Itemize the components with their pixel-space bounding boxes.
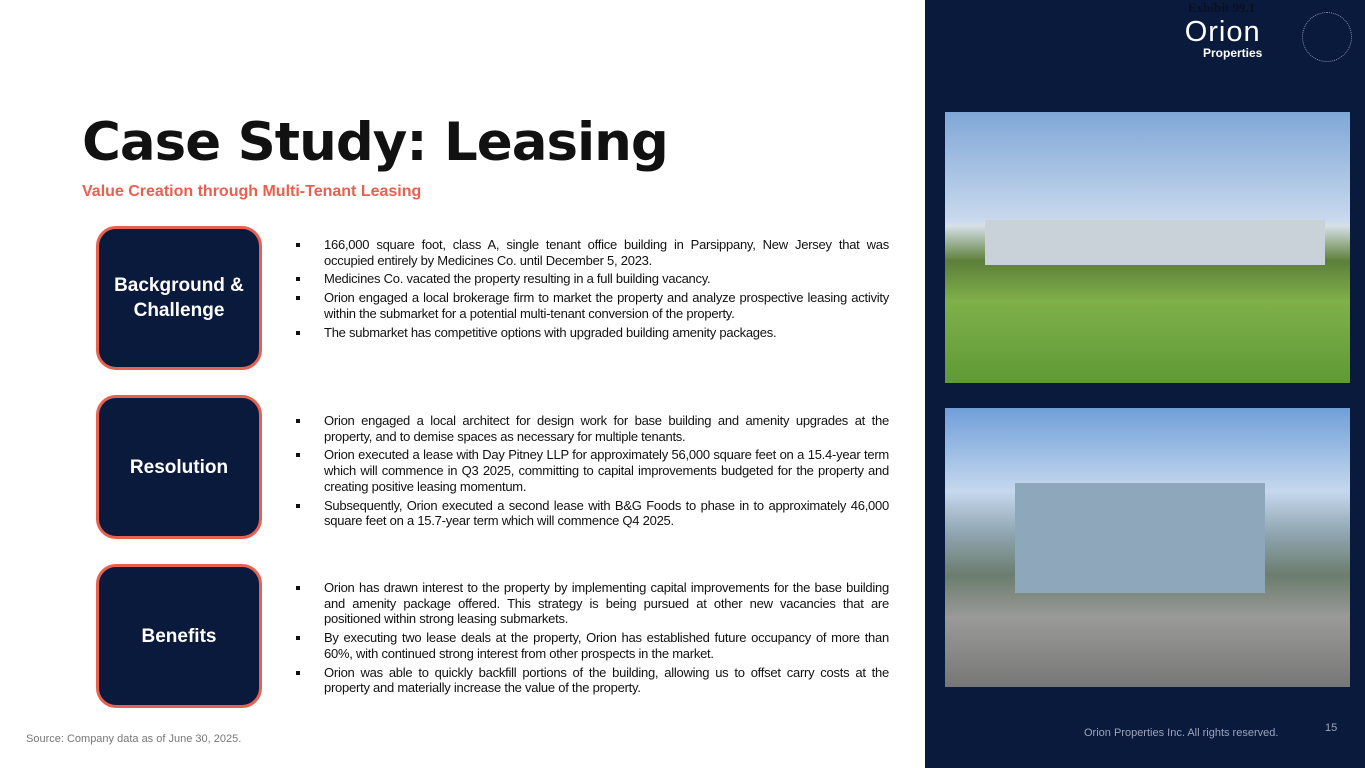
background-bullets [296,237,889,343]
bullet: The submarket has competitive options with upgraded building amenity packages. [296,325,889,341]
bullet: Orion engaged a local brokerage firm to market the property and analyze prospective leasing activity within the submarket for a potential multi-tenant conversion of the property. [296,290,889,321]
section-label: Benefits [141,625,217,647]
building-shape [985,220,1325,265]
bullet: Orion executed a lease with Day Pitney LLP for approximately 56,000 square feet on a 15.4-year term which will commence in Q3 2025, committing to capital improvements budgeted for the property and creating positive leasing momentum. [296,447,889,494]
logo-sub: Properties [1203,46,1263,60]
logo-name: Orion [1184,16,1261,48]
page-number: 15 [1325,722,1338,734]
bullet: Subsequently, Orion executed a second lease with B&G Foods to phase in to approximately 46,000 square feet on a 15.7-year term which will commence Q4 2025. [296,498,889,529]
resolution-box [96,395,262,539]
building-photo-aerial [945,408,1350,687]
globe-icon [1302,12,1352,62]
bullet: Orion has drawn interest to the property by implementing capital improvements for the base building and amenity package offered. This strategy is being pursued at other new vacancies that are positioned within strong leasing submarkets. [296,580,889,627]
background-challenge-box [96,226,262,370]
exhibit-label: Exhibit 99.1 [1188,0,1256,15]
benefits-bullets [296,580,889,699]
bullet: Medicines Co. vacated the property resulting in a full building vacancy. [296,271,889,287]
bullet: Orion engaged a local architect for design work for base building and amenity upgrades at the property, and to demise spaces as necessary for multiple tenants. [296,413,889,444]
bullet: 166,000 square foot, class A, single tenant office building in Parsippany, New Jersey that was occupied entirely by Medicines Co. until December 5, 2023. [296,237,889,268]
building-photo-front [945,112,1350,383]
copyright: Orion Properties Inc. All rights reserved. [1084,727,1279,739]
orion-logo [1183,18,1262,61]
section-label: Resolution [129,456,229,478]
section-label: Background & Challenge [114,275,244,321]
benefits-box [96,564,262,708]
source-note: Source: Company data as of June 30, 2025. [26,733,242,745]
building-shape [1015,483,1265,593]
bullet: By executing two lease deals at the property, Orion has established future occupancy of more than 60%, with continued strong interest from other prospects in the market. [296,630,889,661]
page-title: Case Study: Leasing [82,112,668,173]
bullet: Orion was able to quickly backfill portions of the building, allowing us to offset carry costs at the property and materially increase the value of the property. [296,665,889,696]
page-subtitle: Value Creation through Multi-Tenant Leasing [82,183,422,200]
resolution-bullets [296,413,889,532]
